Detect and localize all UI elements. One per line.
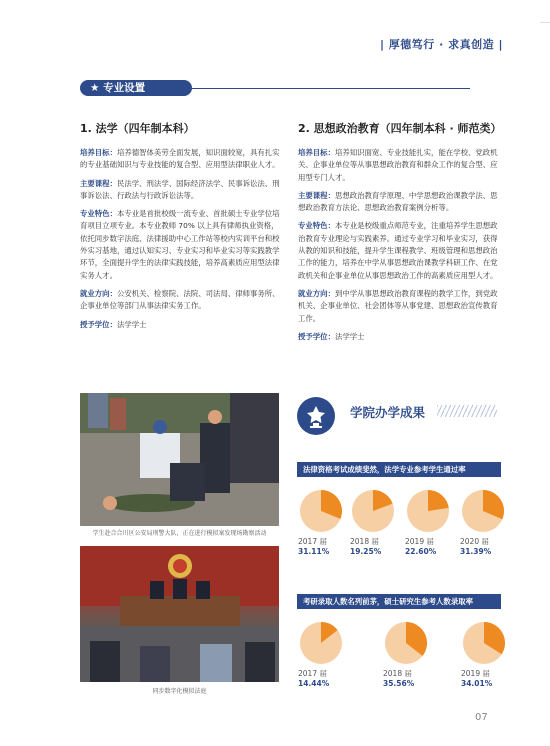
moot-court-illustration (80, 546, 279, 682)
major-features: 专业特色：本专业是校级重点师范专业，注重培养学生思想政治教育专业理论与实践素养。通过专业学习和毕业实习，获得从教的知识和技能，提升学生课程教学、班级管理和思想政治工作的能力，培养在中学从事思想政治课教学科研工作、在党政机关和企事业单位从事思想政治工作的高素质应用型人才。 (298, 221, 498, 280)
stat-percent: 34.01% (461, 679, 493, 688)
stat-percent: 31.39% (460, 547, 492, 556)
crime-scene-illustration (80, 393, 279, 526)
photo-caption: 学生赴合合川区公安局刑警大队，正在进行模拟案发现场勘察活动 (92, 530, 267, 537)
stat-percent: 19.25% (350, 547, 382, 556)
achievements-title: 学院办学成果 (350, 405, 426, 420)
stat-percent: 35.56% (383, 679, 415, 688)
stat-item (461, 620, 509, 688)
postgrad-title: 考研录取人数名列前茅，硕士研究生参考人数录取率 (297, 594, 501, 609)
major-career: 就业方向：公安机关、检察院、法院、司法局、律师事务所、企事业单位等部门从事法律实务工作。 (80, 288, 280, 311)
major-law (80, 122, 280, 337)
major-features: 专业特色：本专业是首批校级一流专业、首批硕士专业学位培育项目立项专业。本专业教师 70% 以上具有律师执业资格，依托同步数字法庭、法律援助中心工作站等校内实训平台和校外实习基地，通过认知实习、专业实习和毕业实习等实践教学环节，全面提升学生的法律实践技能，培养高素质应用型法律实务人才。 (80, 209, 280, 280)
stat-item (383, 620, 431, 688)
top-rule (540, 22, 550, 23)
major-title: 2. 思想政治教育（四年制本科 · 师范类） (298, 122, 502, 135)
stat-year: 2018 届 (350, 537, 379, 546)
major-degree: 授予学位：法学学士 (298, 331, 365, 341)
bar-exam-title: 法律资格考试成绩斐然，法学专业参考学生通过率 (297, 462, 501, 477)
stat-percent: 31.11% (298, 547, 330, 556)
stat-item (298, 620, 346, 688)
major-goal: 培养目标：培养知识面宽、专业技能扎实，能在学校、党政机关、企事业单位等从事思想政治教育和群众工作的复合型、应用型专门人才。 (298, 148, 498, 182)
page-slogan: | 厚德笃行 · 求真创造 | (379, 38, 503, 51)
stat-year: 2019 届 (461, 669, 490, 678)
pie-chart (298, 620, 344, 666)
stat-percent: 22.60% (405, 547, 437, 556)
stat-item (298, 488, 346, 556)
major-degree: 授予学位：法学学士 (80, 319, 147, 329)
trophy-icon (297, 397, 335, 435)
stat-year: 2018 届 (383, 669, 412, 678)
pie-chart (350, 488, 396, 534)
section-rule (192, 88, 470, 89)
pie-chart (461, 620, 507, 666)
pie-slice (428, 490, 449, 511)
stat-item (405, 488, 453, 556)
major-political-education (298, 122, 502, 349)
section-header (80, 80, 470, 94)
major-title: 1. 法学（四年制本科） (80, 122, 195, 135)
pie-chart (298, 488, 344, 534)
major-goal: 培养目标：培养德智体美劳全面发展，知识面较宽，具有扎实的专业基础知识与专业技能的复合型、应用型法律职业人才。 (80, 148, 280, 170)
stat-item (460, 488, 508, 556)
page-number: 07 (475, 712, 488, 723)
stat-year: 2019 届 (405, 537, 434, 546)
major-courses: 主要课程：民法学、刑法学、国际经济法学、民事诉讼法、刑事诉讼法、行政法与行政诉讼法等。 (80, 178, 280, 200)
photo-caption: 同步数字化模拟法庭 (152, 688, 207, 695)
section-title: ★ 专业设置 (80, 80, 192, 96)
pie-chart (460, 488, 506, 534)
major-career: 就业方向：到中学从事思想政治教育课程的教学工作，到党政机关、企事业单位、社会团体等从事党建、思想政治宣传教育工作。 (298, 288, 498, 323)
major-courses: 主要课程：思想政治教育学原理、中学思想政治课教学法、思想政治教育方法论、思想政治教育案例分析等。 (298, 190, 498, 213)
stat-year: 2020 届 (460, 537, 489, 546)
pie-chart (383, 620, 429, 666)
stat-year: 2017 届 (298, 537, 327, 546)
stat-item (350, 488, 398, 556)
pie-chart (405, 488, 451, 534)
stat-year: 2017 届 (298, 669, 327, 678)
title-decoration (437, 405, 497, 417)
moot-court-photo (80, 546, 279, 682)
crime-scene-photo (80, 393, 279, 526)
stat-percent: 14.44% (298, 679, 330, 688)
